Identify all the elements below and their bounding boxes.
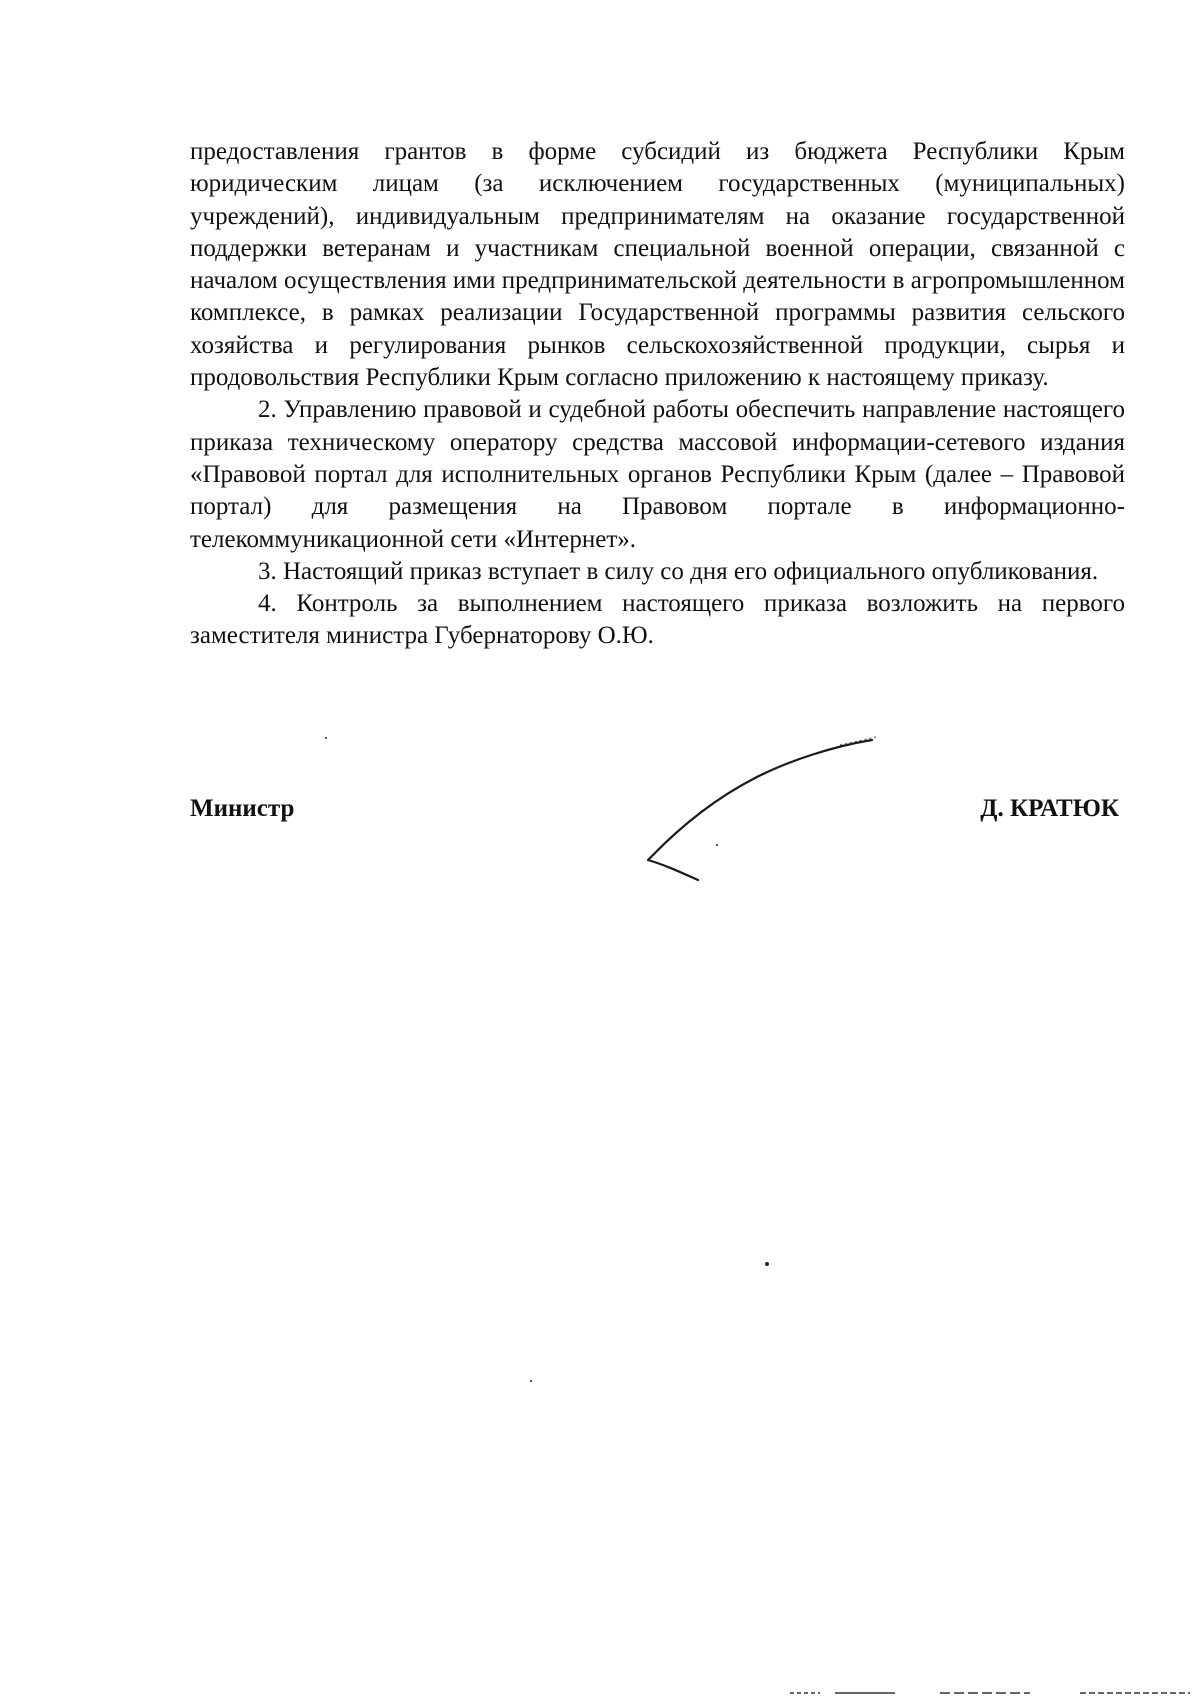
scan-speck — [325, 737, 327, 739]
handwritten-signature — [640, 730, 900, 890]
scan-speck — [530, 1380, 532, 1382]
paragraph-4: 4. Контроль за выполнением настоящего приказа возложить на первого заместителя министра Губернаторову О.Ю. — [190, 590, 1125, 650]
scan-speck — [765, 1262, 769, 1266]
scan-edge-marks — [790, 1690, 1190, 1696]
scan-speck — [716, 844, 718, 846]
paragraph-1-continuation: предоставления грантов в форме субсидий из бюджета Республики Крым юридическим лицам (за исключением государственных (муниципальных) учреждений), индивидуальным предпринимателям на оказание государственной поддержки ветеранам и участникам специальной военной операции, связанной с началом осуществления ими предпринимательской деятельности в агропромышленном комплексе, в рамках реализации Государственной программы развития сельского хозяйства и регулирования рынков сельскохозяйственной продукции, сырья и продовольствия Республики Крым согласно приложению к настоящему приказу. — [190, 138, 1125, 392]
paragraph-2: 2. Управлению правовой и судебной работы обеспечить направление настоящего приказа техническому оператору средства массовой информации-сетевого издания «Правовой портал для исполнительных органов Республики Крым (далее – Правовой портал) для размещения на Правовом портале в информационно-телекоммуникационной сети «Интернет». — [190, 396, 1125, 553]
signatory-title: Министр — [190, 795, 295, 822]
paragraph-3: 3. Настоящий приказ вступает в силу со дня его официального опубликования. — [258, 557, 1099, 585]
signatory-name: Д. КРАТЮК — [980, 795, 1119, 822]
document-body — [190, 136, 1125, 653]
